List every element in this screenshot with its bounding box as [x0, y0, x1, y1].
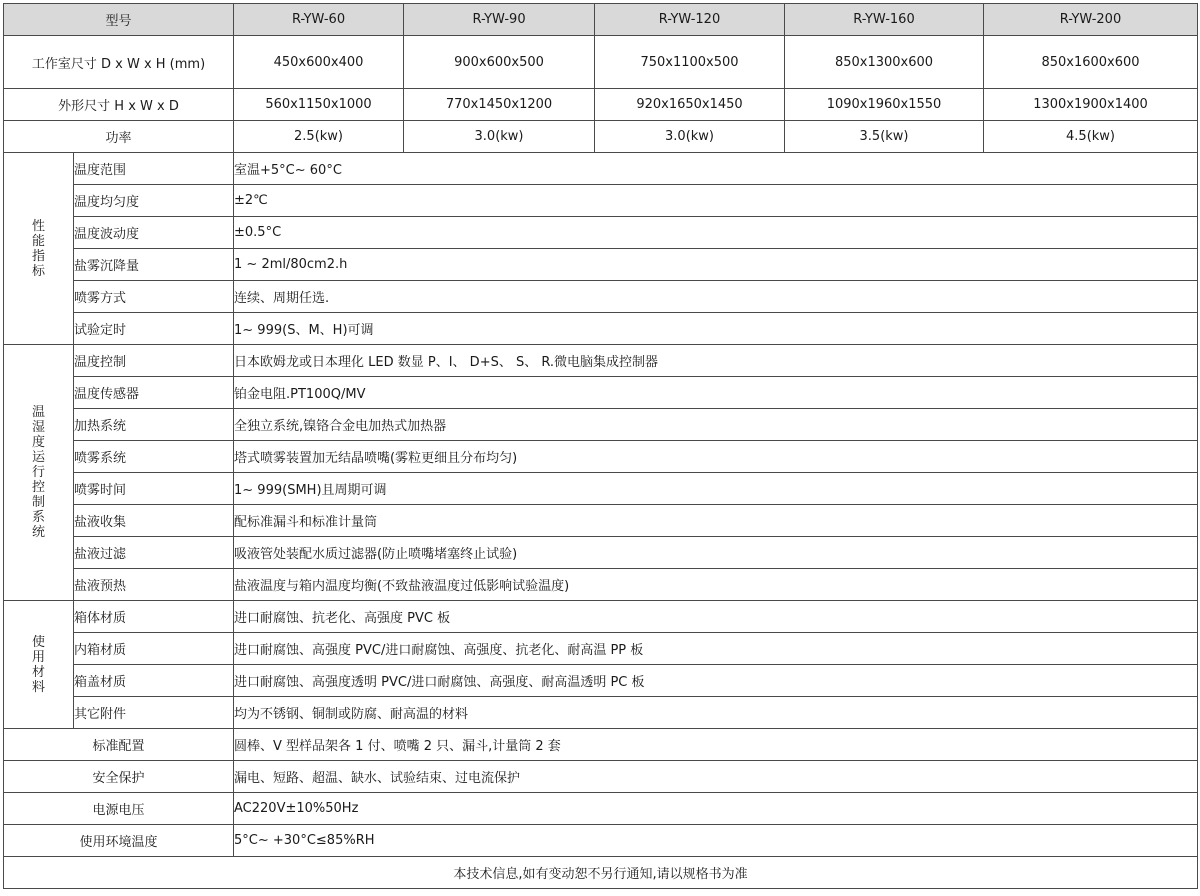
row-label: 盐液预热	[74, 569, 234, 601]
group-label-performance: 性能指标	[4, 153, 74, 345]
row-label: 盐液过滤	[74, 537, 234, 569]
spec-row-chamber-size	[4, 36, 1198, 89]
cell-value: 770x1450x1200	[404, 89, 595, 121]
row-label: 温度均匀度	[74, 185, 234, 217]
row-label: 温度波动度	[74, 217, 234, 249]
row-label: 盐液收集	[74, 505, 234, 537]
row-value: 均为不锈钢、铜制或防腐、耐高温的材料	[234, 697, 1198, 729]
spec-row-outer-size	[4, 89, 1198, 121]
row-label: 试验定时	[74, 313, 234, 345]
footer-row	[4, 857, 1198, 889]
cell-value: 850x1300x600	[785, 36, 984, 89]
row-label: 电源电压	[4, 793, 234, 825]
spec-row-power	[4, 121, 1198, 153]
spec-row	[4, 441, 1198, 473]
row-label: 功率	[4, 121, 234, 153]
row-value: 进口耐腐蚀、抗老化、高强度 PVC 板	[234, 601, 1198, 633]
row-label: 温度控制	[74, 345, 234, 377]
spec-row-power-supply	[4, 793, 1198, 825]
row-label: 工作室尺寸 D x W x H (mm)	[4, 36, 234, 89]
cell-value: 3.0(kw)	[595, 121, 785, 153]
cell-value: 560x1150x1000	[234, 89, 404, 121]
row-label: 其它附件	[74, 697, 234, 729]
row-value: 室温+5°C~ 60°C	[234, 153, 1198, 185]
cell-value: 450x600x400	[234, 36, 404, 89]
row-label: 标准配置	[4, 729, 234, 761]
row-label: 箱盖材质	[74, 665, 234, 697]
row-label: 盐雾沉降量	[74, 249, 234, 281]
cell-value: 2.5(kw)	[234, 121, 404, 153]
row-value: 1~ 999(S、M、H)可调	[234, 313, 1198, 345]
model-label-header: 型号	[4, 4, 234, 36]
model-header: R-YW-90	[404, 4, 595, 36]
cell-value: 850x1600x600	[984, 36, 1198, 89]
spec-row	[4, 185, 1198, 217]
row-value: 盐液温度与箱内温度均衡(不致盐液温度过低影响试验温度)	[234, 569, 1198, 601]
footer-note: 本技术信息,如有变动恕不另行通知,请以规格书为准	[4, 857, 1198, 889]
spec-row-safety	[4, 761, 1198, 793]
row-value: 塔式喷雾装置加无结晶喷嘴(雾粒更细且分布均匀)	[234, 441, 1198, 473]
row-label: 安全保护	[4, 761, 234, 793]
spec-row	[4, 217, 1198, 249]
spec-table	[3, 3, 1198, 889]
row-label: 温度传感器	[74, 377, 234, 409]
row-value: 吸液管处装配水质过滤器(防止喷嘴堵塞终止试验)	[234, 537, 1198, 569]
spec-row	[4, 281, 1198, 313]
spec-row	[4, 377, 1198, 409]
model-header: R-YW-60	[234, 4, 404, 36]
cell-value: 1300x1900x1400	[984, 89, 1198, 121]
spec-row	[4, 569, 1198, 601]
spec-row	[4, 313, 1198, 345]
spec-row	[4, 473, 1198, 505]
row-label: 外形尺寸 H x W x D	[4, 89, 234, 121]
spec-row	[4, 505, 1198, 537]
spec-row-standard-config	[4, 729, 1198, 761]
row-value: 进口耐腐蚀、高强度透明 PVC/进口耐腐蚀、高强度、耐高温透明 PC 板	[234, 665, 1198, 697]
row-value: 配标准漏斗和标准计量筒	[234, 505, 1198, 537]
group-label-control-system: 温湿度运行控制系统	[4, 345, 74, 601]
row-label: 加热系统	[74, 409, 234, 441]
row-value: 漏电、短路、超温、缺水、试验结束、过电流保护	[234, 761, 1198, 793]
cell-value: 750x1100x500	[595, 36, 785, 89]
row-label: 喷雾系统	[74, 441, 234, 473]
spec-row	[4, 697, 1198, 729]
row-label: 喷雾时间	[74, 473, 234, 505]
spec-row	[4, 153, 1198, 185]
row-label: 温度范围	[74, 153, 234, 185]
spec-row	[4, 633, 1198, 665]
row-value: 日本欧姆龙或日本理化 LED 数显 P、I、 D+S、 S、 R.微电脑集成控制器	[234, 345, 1198, 377]
spec-row	[4, 345, 1198, 377]
row-label: 使用环境温度	[4, 825, 234, 857]
row-value: 1~ 999(SMH)且周期可调	[234, 473, 1198, 505]
row-value: 1 ~ 2ml/80cm2.h	[234, 249, 1198, 281]
header-row	[4, 4, 1198, 36]
spec-row	[4, 249, 1198, 281]
row-value: 连续、周期任选.	[234, 281, 1198, 313]
row-value: 5°C~ +30°C≤85%RH	[234, 825, 1198, 857]
spec-row	[4, 601, 1198, 633]
row-value: 铂金电阻.PT100Q/MV	[234, 377, 1198, 409]
row-value: 圆棒、V 型样品架各 1 付、喷嘴 2 只、漏斗,计量筒 2 套	[234, 729, 1198, 761]
model-header: R-YW-200	[984, 4, 1198, 36]
cell-value: 4.5(kw)	[984, 121, 1198, 153]
row-label: 箱体材质	[74, 601, 234, 633]
row-value: AC220V±10%50Hz	[234, 793, 1198, 825]
spec-row	[4, 665, 1198, 697]
model-header: R-YW-120	[595, 4, 785, 36]
model-header: R-YW-160	[785, 4, 984, 36]
group-label-materials: 使用材料	[4, 601, 74, 729]
cell-value: 3.5(kw)	[785, 121, 984, 153]
cell-value: 1090x1960x1550	[785, 89, 984, 121]
spec-row	[4, 537, 1198, 569]
spec-row-environment	[4, 825, 1198, 857]
spec-row	[4, 409, 1198, 441]
cell-value: 900x600x500	[404, 36, 595, 89]
cell-value: 3.0(kw)	[404, 121, 595, 153]
row-value: 进口耐腐蚀、高强度 PVC/进口耐腐蚀、高强度、抗老化、耐高温 PP 板	[234, 633, 1198, 665]
cell-value: 920x1650x1450	[595, 89, 785, 121]
row-value: 全独立系统,镍铬合金电加热式加热器	[234, 409, 1198, 441]
row-value: ±0.5°C	[234, 217, 1198, 249]
row-label: 喷雾方式	[74, 281, 234, 313]
row-value: ±2℃	[234, 185, 1198, 217]
row-label: 内箱材质	[74, 633, 234, 665]
